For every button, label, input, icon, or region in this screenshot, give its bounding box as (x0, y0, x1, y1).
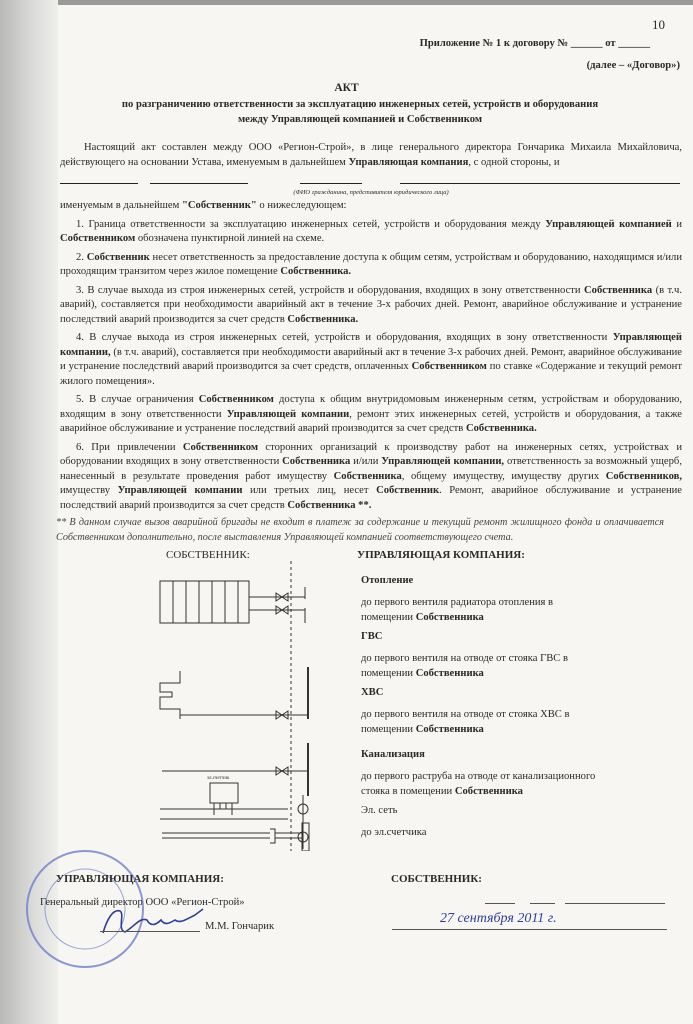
signature-owner-heading: СОБСТВЕННИК: (391, 873, 482, 885)
signature-company-position: Генеральный директор ООО «Регион-Строй» (40, 897, 245, 908)
signature-company-heading: УПРАВЛЯЮЩАЯ КОМПАНИЯ: (56, 873, 224, 885)
scheme-owner-heading: СОБСТВЕННИК: (166, 549, 250, 561)
intro-paragraph: Настоящий акт составлен между ООО «Регион-Строй», в лице генерального директора Гончарика Михаила Михайловича, действующего на основании Устава, именуемым в дальнейшем Управляющая компания, с одной стороны, и (60, 142, 682, 168)
radiator-icon (160, 581, 249, 623)
owner-name-blank (60, 170, 682, 184)
clause-4: 4. В случае выхода из строя инженерных сетей, устройств и оборудования, входящих в зону ответственности Управляющей компании, (в т.ч. аварий), составляется при необходимости аварийный акт в течение 3-х рабочих дней. Ремонт, аварийное обслуживание и устранение последствий аварий производится за счет средств, оплаченных Собственником по ставке «Содержание и текущий ремонт жилого помещения». (60, 332, 682, 387)
signatures-section (0, 851, 693, 991)
scheme-descriptions (361, 573, 681, 844)
scheme-section-sewer: Канализация до первого раструба на отводе от канализационного стояка в помещении Собственника (361, 749, 596, 797)
act-subtitle-2: между Управляющей компанией и Собственником (237, 114, 483, 125)
electric-meter-icon (210, 783, 238, 803)
act-subtitle-1: по разграничению ответственности за эксплуатацию инженерных сетей, устройств и оборудования (121, 99, 599, 110)
clause-3: 3. В случае выхода из строя инженерных сетей, устройств и оборудования, входящих в зону ответственности Собственника (в т.ч. аварий), составляется при необходимости аварийный акт в течение 3-х рабочих дней. Ремонт, аварийное обслуживание и устранение последствий аварий производится за счет средств Собственника. (60, 284, 682, 325)
scheme-section-electric: Эл. сеть до эл.счетчика (361, 805, 427, 838)
appendix-header: Приложение № 1 к договору № ______ от ______ (419, 38, 650, 49)
clause-6: 6. При привлечении Собственником сторонних организаций к производству работ на инженерных сетях, устройствах и оборудовании входящих в зону ответственности Собственника и/или Управляющей компании, ответственность за возможный ущерб, нанесенный в результате проведения работ имуществу Собственника, общему имуществу, имуществу других Собственников, имуществу Управляющей компании или третьих лиц, несет Собственник. Ремонт, аварийное обслуживание и устранение последствий аварий производится за счет средств Собственника **. (60, 441, 683, 511)
clause-5: 5. В случае ограничения Собственником доступа к общим внутридомовым инженерным сетям, устройствам и оборудованию, входящим в зону ответственности Управляющей компании, ремонт этих инженерных сетей, устройств и оборудования, а также аварийное обслуживание и устранение последствий аварий производится за счет средств Собственника. (60, 394, 683, 434)
signature-company-signer: М.М. Гончарик (205, 921, 275, 932)
towel-rail-icon (160, 671, 180, 719)
hereinafter-note: (далее – «Договор») (586, 60, 680, 71)
scheme-company-heading: УПРАВЛЯЮЩАЯ КОМПАНИЯ: (357, 549, 525, 561)
scheme-section-hot-water: ГВС до первого вентиля на отводе от стояка ГВС в помещении Собственника (361, 631, 568, 679)
named-owner-line: именуемым в дальнейшем "Собственник" о нижеследующем: (60, 200, 347, 211)
meter-label: эл.счетчик (207, 776, 230, 781)
signature-owner-date: 27 сентября 2011 г. (440, 911, 557, 926)
page-number: 10 (652, 17, 665, 32)
electric-scheme (160, 773, 320, 853)
clause-2: 2. Собственник несет ответственность за предоставление доступа к общим сетям, устройствам и оборудованию, находящимся и/или проходящим транзитом через жилое помещение Собственника. (60, 251, 683, 277)
document-body (0, 141, 693, 991)
act-text (56, 141, 683, 545)
footnote: ** В данном случае вызов аварийной бригады не входит в платеж за содержание и текущий ремонт жилищного фонда и оплачивается Собственником дополнительно, после выставления Управляющей компанией соответствующего счета. (56, 517, 664, 543)
clause-1: 1. Граница ответственности за эксплуатацию инженерных сетей, устройств и оборудования между Управляющей компанией и Собственником обозначена пунктирной линией на схеме. (60, 218, 682, 244)
act-title: АКТ (334, 82, 359, 94)
scan-edge (0, 0, 693, 5)
name-caption: (ФИО гражданина, представителя юридического лица) (293, 189, 449, 196)
scheme-section-heating: Отопление до первого вентиля радиатора отопления в помещении Собственника (361, 575, 554, 623)
scheme-section (0, 549, 693, 851)
scheme-section-cold-water: ХВС до первого вентиля на отводе от стояка ХВС в помещении Собственника (361, 687, 570, 735)
